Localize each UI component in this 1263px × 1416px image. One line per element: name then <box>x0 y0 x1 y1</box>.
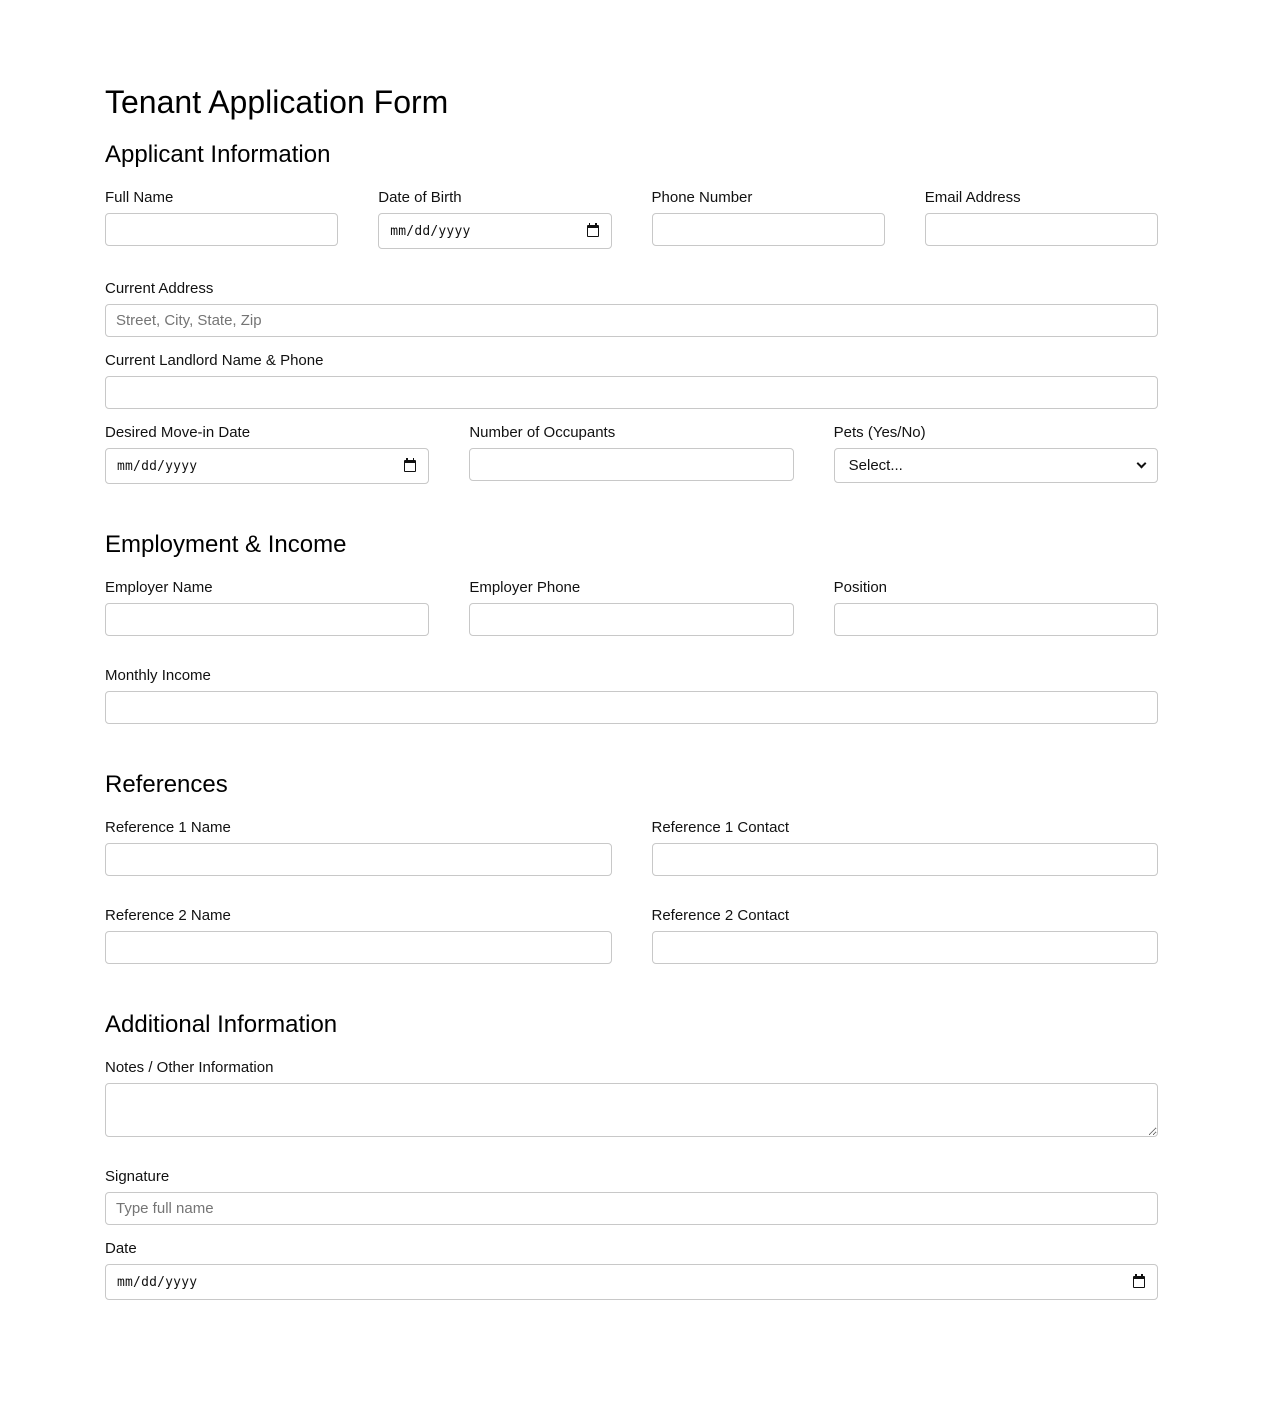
signature-label: Signature <box>105 1168 170 1185</box>
employer-name-input[interactable] <box>105 603 429 636</box>
ref1-name-field <box>105 819 612 876</box>
employment-row-1 <box>105 579 1158 636</box>
date-input[interactable] <box>105 1264 1158 1300</box>
page-title: Tenant Application Form <box>105 84 449 120</box>
employer-phone-label: Employer Phone <box>469 579 581 596</box>
pets-select[interactable] <box>834 448 1158 483</box>
income-row <box>105 667 1158 724</box>
landlord-field <box>105 352 1158 409</box>
email-label: Email Address <box>924 189 1021 206</box>
date-row <box>105 1240 1158 1300</box>
move-in-field <box>105 424 429 484</box>
monthly-income-input[interactable] <box>105 691 1158 724</box>
calendar-icon[interactable] <box>1133 1276 1145 1288</box>
full-name-field <box>105 189 338 249</box>
occupants-label: Number of Occupants <box>469 424 616 441</box>
section-heading-additional: Additional Information <box>105 1011 338 1038</box>
move-in-value: mm/dd/yyyy <box>117 458 198 474</box>
employer-phone-input[interactable] <box>469 603 793 636</box>
monthly-income-label: Monthly Income <box>105 667 211 684</box>
signature-row <box>105 1168 1158 1225</box>
ref1-name-label: Reference 1 Name <box>105 819 231 836</box>
dob-label: Date of Birth <box>378 189 462 206</box>
date-field <box>105 1240 1158 1300</box>
monthly-income-field <box>105 667 1158 724</box>
notes-textarea[interactable] <box>105 1083 1158 1137</box>
landlord-row <box>105 352 1158 409</box>
employer-phone-field <box>469 579 793 636</box>
landlord-label: Current Landlord Name & Phone <box>105 352 324 369</box>
ref1-contact-field <box>652 819 1159 876</box>
occupants-field <box>469 424 793 484</box>
position-field <box>834 579 1158 636</box>
section-heading-applicant: Applicant Information <box>105 141 331 168</box>
date-label: Date <box>105 1240 137 1257</box>
signature-field <box>105 1168 1158 1225</box>
references-row-1 <box>105 819 1158 876</box>
calendar-icon[interactable] <box>404 460 416 472</box>
ref2-name-label: Reference 2 Name <box>105 907 231 924</box>
dob-value: mm/dd/yyyy <box>390 223 471 239</box>
employer-name-field <box>105 579 429 636</box>
address-label: Current Address <box>105 280 214 297</box>
position-label: Position <box>833 579 888 596</box>
phone-label: Phone Number <box>651 189 753 206</box>
full-name-label: Full Name <box>105 189 174 206</box>
references-row-2 <box>105 907 1158 964</box>
dob-field <box>378 189 611 249</box>
notes-row <box>105 1059 1158 1137</box>
section-heading-employment: Employment & Income <box>105 531 347 558</box>
phone-field <box>652 189 885 249</box>
pets-label: Pets (Yes/No) <box>833 424 926 441</box>
notes-label: Notes / Other Information <box>105 1059 274 1076</box>
ref2-contact-field <box>652 907 1159 964</box>
landlord-input[interactable] <box>105 376 1158 409</box>
notes-field <box>105 1059 1158 1137</box>
move-in-label: Desired Move-in Date <box>105 424 251 441</box>
chevron-down-icon <box>1137 459 1147 469</box>
address-field <box>105 280 1158 337</box>
employer-name-label: Employer Name <box>105 579 213 596</box>
ref1-contact-label: Reference 1 Contact <box>651 819 790 836</box>
dob-input[interactable] <box>378 213 611 249</box>
full-name-input[interactable] <box>105 213 338 246</box>
pets-field <box>834 424 1158 484</box>
calendar-icon[interactable] <box>587 225 599 237</box>
address-row <box>105 280 1158 337</box>
email-input[interactable] <box>925 213 1158 246</box>
occupants-input[interactable] <box>469 448 793 481</box>
ref2-name-input[interactable] <box>105 931 612 964</box>
ref2-name-field <box>105 907 612 964</box>
ref2-contact-input[interactable] <box>652 931 1159 964</box>
pets-selected-value: Select... <box>848 457 903 474</box>
move-in-date-input[interactable] <box>105 448 429 484</box>
ref1-name-input[interactable] <box>105 843 612 876</box>
position-input[interactable] <box>834 603 1158 636</box>
ref1-contact-input[interactable] <box>652 843 1159 876</box>
address-input[interactable] <box>105 304 1158 337</box>
applicant-row-3 <box>105 424 1158 484</box>
applicant-row-1 <box>105 189 1158 249</box>
ref2-contact-label: Reference 2 Contact <box>651 907 790 924</box>
email-field <box>925 189 1158 249</box>
signature-input[interactable] <box>105 1192 1158 1225</box>
section-heading-references: References <box>105 771 228 798</box>
phone-input[interactable] <box>652 213 885 246</box>
date-value: mm/dd/yyyy <box>117 1274 198 1290</box>
